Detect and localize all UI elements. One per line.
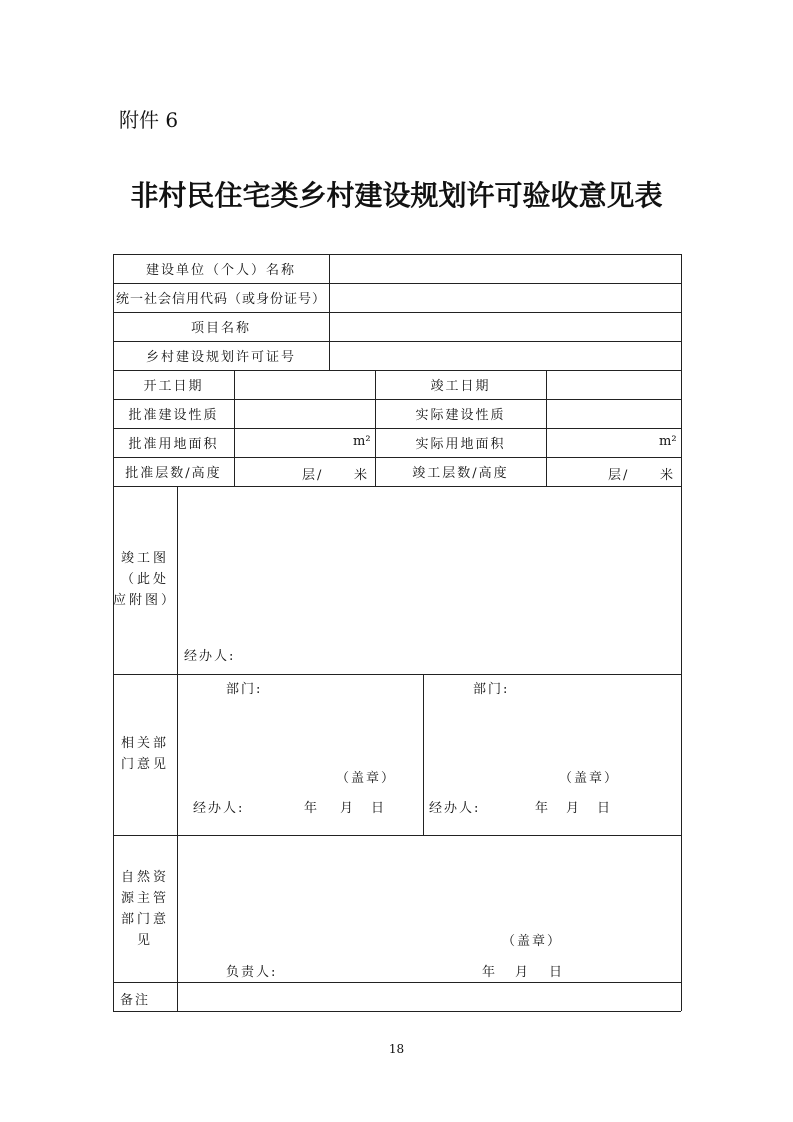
label-related-departments [113, 733, 177, 775]
label-line: 相关部 [120, 736, 169, 751]
label-permit-no: 乡村建设规划许可证号 [145, 350, 296, 365]
area-unit: m² [659, 434, 677, 449]
month-label: 月 [515, 965, 531, 980]
attachment-label: 附件 6 [119, 108, 179, 132]
month-label: 月 [566, 801, 582, 816]
label-builder-name: 建设单位（个人）名称 [145, 263, 296, 278]
label-line: 应附图） [113, 593, 178, 608]
label-approved-area: 批准用地面积 [128, 437, 219, 452]
label-approved-floors: 批准层数/高度 [125, 466, 222, 481]
label-line: 自然资 [120, 870, 169, 885]
day-label: 日 [371, 801, 387, 816]
leader-label: 负责人: [226, 965, 278, 980]
dept-label: 部门: [473, 682, 510, 697]
height-unit: 米 [354, 468, 370, 483]
area-unit: m² [353, 434, 371, 449]
seal-label: （盖章） [336, 771, 397, 786]
day-label: 日 [549, 965, 565, 980]
drawing-handler-label: 经办人: [184, 649, 236, 664]
handler-label: 经办人: [429, 801, 481, 816]
label-completion-drawing [113, 548, 177, 611]
label-line: 源主管 [120, 891, 169, 906]
remarks-label: 备注 [120, 993, 151, 1008]
label-line: （此处 [120, 572, 169, 587]
month-label: 月 [340, 801, 356, 816]
label-approved-nature: 批准建设性质 [128, 408, 219, 423]
label-start-date: 开工日期 [143, 379, 204, 394]
year-label: 年 [535, 801, 551, 816]
dept-label: 部门: [226, 682, 263, 697]
floor-unit: 层/ [302, 468, 324, 483]
label-actual-area: 实际用地面积 [415, 437, 506, 452]
label-completed-floors: 竣工层数/高度 [412, 466, 509, 481]
day-label: 日 [597, 801, 613, 816]
label-natural-resources-dept [113, 867, 177, 951]
label-project-name: 项目名称 [190, 321, 251, 336]
height-unit: 米 [660, 468, 676, 483]
seal-label: （盖章） [502, 934, 563, 949]
page-title: 非村民住宅类乡村建设规划许可验收意见表 [130, 179, 663, 212]
year-label: 年 [304, 801, 320, 816]
seal-label: （盖章） [559, 771, 620, 786]
label-line: 门意见 [120, 757, 169, 772]
label-actual-nature: 实际建设性质 [415, 408, 506, 423]
label-completion-date: 竣工日期 [430, 379, 491, 394]
year-label: 年 [482, 965, 498, 980]
label-line: 见 [136, 933, 153, 948]
label-line: 部门意 [120, 912, 169, 927]
label-credit-code: 统一社会信用代码（或身份证号） [115, 292, 326, 307]
handler-label: 经办人: [193, 801, 245, 816]
label-line: 竣工图 [120, 551, 169, 566]
page-number: 18 [388, 1042, 405, 1056]
floor-unit: 层/ [608, 468, 630, 483]
